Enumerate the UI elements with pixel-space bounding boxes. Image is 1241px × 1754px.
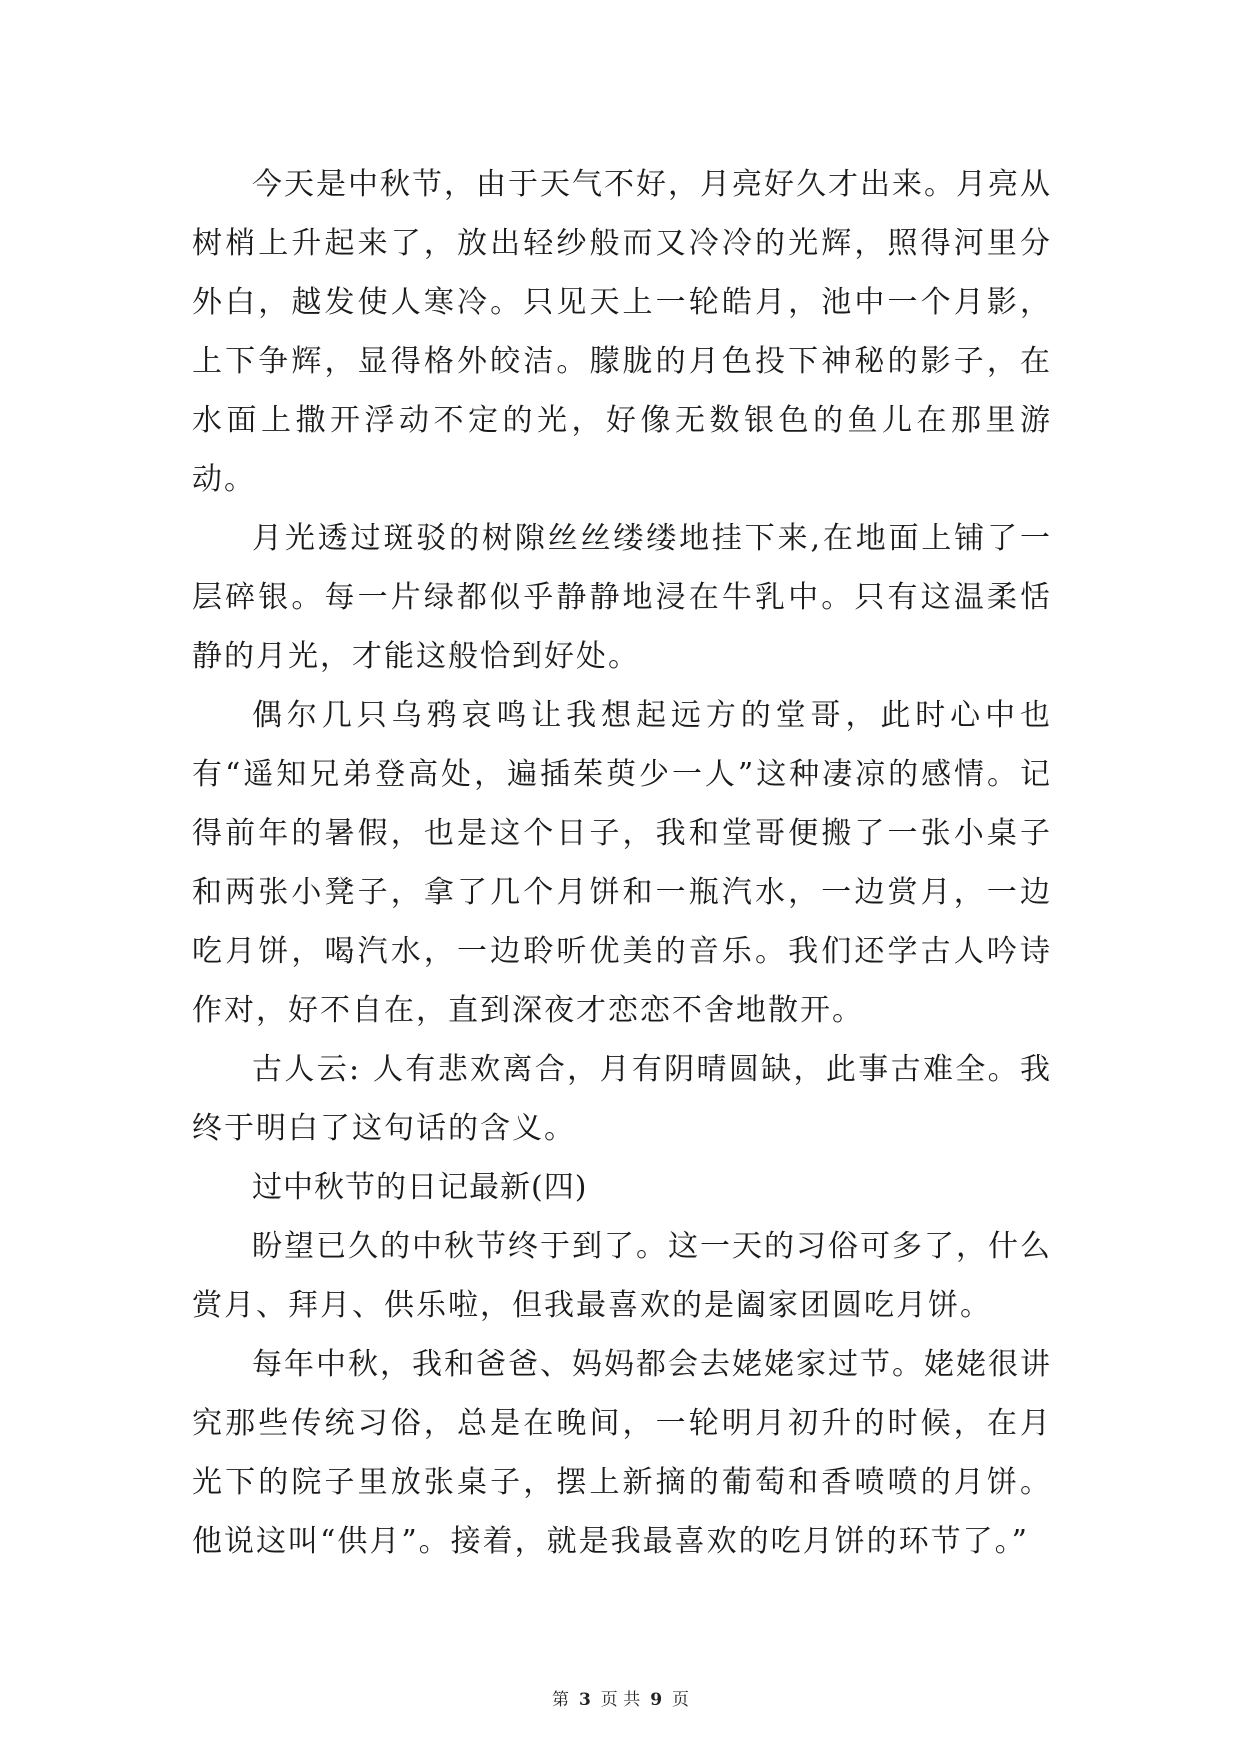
current-page-number: 3	[578, 1690, 591, 1710]
page-footer	[0, 1688, 1241, 1712]
paragraph-grandma-house: 每年中秋，我和爸爸、妈妈都会去姥姥家过节。姥姥很讲究那些传统习俗，总是在晚间，一轮明月初升的时候，在月光下的院子里放张桌子，摆上新摘的葡萄和香喷喷的月饼。他说这叫“供月”。接着，就是我最喜欢的吃月饼的环节了。”	[192, 1347, 1052, 1559]
footer-suffix: 页	[672, 1690, 690, 1710]
document-body	[192, 155, 1052, 1571]
paragraph-ancient-saying: 古人云: 人有悲欢离合，月有阴晴圆缺，此事古难全。我终于明白了这句话的含义。	[192, 1052, 1052, 1146]
paragraph-moonlight: 月光透过斑驳的树隙丝丝缕缕地挂下来,在地面上铺了一层碎银。每一片绿都似乎静静地浸在牛乳中。只有这温柔恬静的月光，才能这般恰到好处。	[192, 521, 1052, 674]
footer-prefix: 第	[551, 1690, 569, 1710]
footer-middle: 页 共	[600, 1690, 641, 1710]
total-page-count: 9	[650, 1690, 663, 1710]
paragraph-customs: 盼望已久的中秋节终于到了。这一天的习俗可多了，什么赏月、拜月、供乐啦，但我最喜欢的是阖家团圆吃月饼。	[192, 1229, 1052, 1323]
paragraph-cousin-memory: 偶尔几只乌鸦哀鸣让我想起远方的堂哥，此时心中也有“遥知兄弟登高处，遍插茱萸少一人”这种凄凉的感情。记得前年的暑假，也是这个日子，我和堂哥便搬了一张小桌子和两张小凳子，拿了几个月饼和一瓶汽水，一边赏月，一边吃月饼，喝汽水，一边聆听优美的音乐。我们还学古人吟诗作对，好不自在，直到深夜才恋恋不舍地散开。	[192, 698, 1052, 1028]
paragraph-moonrise: 今天是中秋节，由于天气不好，月亮好久才出来。月亮从树梢上升起来了，放出轻纱般而又冷冷的光辉，照得河里分外白，越发使人寒冷。只见天上一轮皓月，池中一个月影，上下争辉，显得格外皎洁。朦胧的月色投下神秘的影子，在水面上撒开浮动不定的光，好像无数银色的鱼儿在那里游动。	[192, 167, 1052, 497]
section-heading: 过中秋节的日记最新(四)	[252, 1170, 588, 1205]
